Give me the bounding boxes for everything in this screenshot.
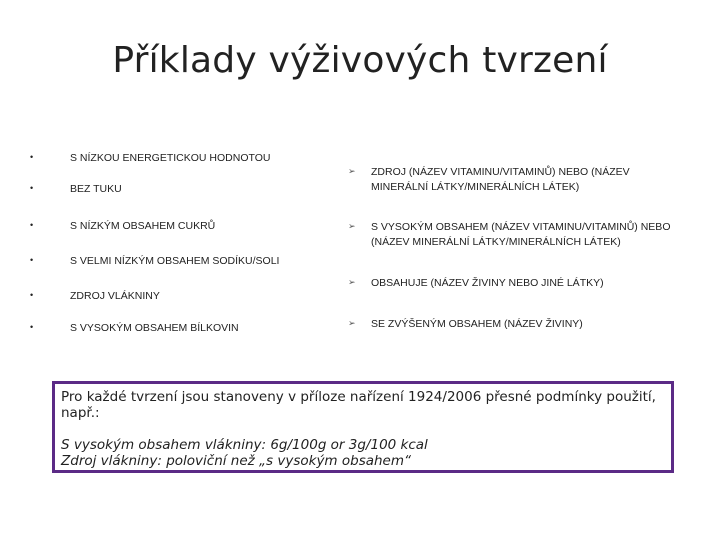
arrow-bullet-icon: ➢	[348, 318, 356, 328]
left-list-item-text: S VYSOKÝM OBSAHEM BÍLKOVIN	[70, 322, 239, 334]
bullet-icon: •	[30, 255, 34, 265]
bullet-icon: •	[30, 322, 34, 332]
right-list-item-text: S VYSOKÝM OBSAHEM (NÁZEV VITAMINU/VITAMINŮ) NEBO (NÁZEV MINERÁLNÍ LÁTKY/MINERÁLNÍCH LÁTEK)	[371, 221, 671, 248]
bullet-icon: •	[30, 290, 34, 300]
bullet-icon: •	[30, 183, 34, 193]
right-list-item-text: SE ZVÝŠENÝM OBSAHEM (NÁZEV ŽIVINY)	[371, 318, 583, 330]
left-list-item-text: S VELMI NÍZKÝM OBSAHEM SODÍKU/SOLI	[70, 255, 280, 267]
arrow-bullet-icon: ➢	[348, 277, 356, 287]
right-list-item-text: ZDROJ (NÁZEV VITAMINU/VITAMINŮ) NEBO (NÁZEV MINERÁLNÍ LÁTKY/MINERÁLNÍCH LÁTEK)	[371, 166, 630, 193]
bullet-icon: •	[30, 220, 34, 230]
left-list-item-text: S NÍZKOU ENERGETICKOU HODNOTOU	[70, 152, 271, 164]
arrow-bullet-icon: ➢	[348, 166, 356, 176]
left-list-item-text: ZDROJ VLÁKNINY	[70, 290, 160, 302]
arrow-bullet-icon: ➢	[348, 221, 356, 231]
left-list-item-text: S NÍZKÝM OBSAHEM CUKRŮ	[70, 220, 216, 232]
note-box	[52, 381, 674, 473]
right-list-item-text: OBSAHUJE (NÁZEV ŽIVINY NEBO JINÉ LÁTKY)	[371, 277, 604, 289]
note-example-2: Zdroj vlákniny: poloviční než „s vysokým obsahem“	[61, 453, 412, 469]
note-example-1: S vysokým obsahem vlákniny: 6g/100g or 3g/100 kcal	[61, 437, 428, 453]
bullet-icon: •	[30, 152, 34, 162]
left-list-item-text: BEZ TUKU	[70, 183, 122, 195]
note-intro: Pro každé tvrzení jsou stanoveny v příloze nařízení 1924/2006 přesné podmínky použití, např.:	[61, 389, 656, 421]
slide-title: Příklady výživových tvrzení	[112, 40, 608, 81]
